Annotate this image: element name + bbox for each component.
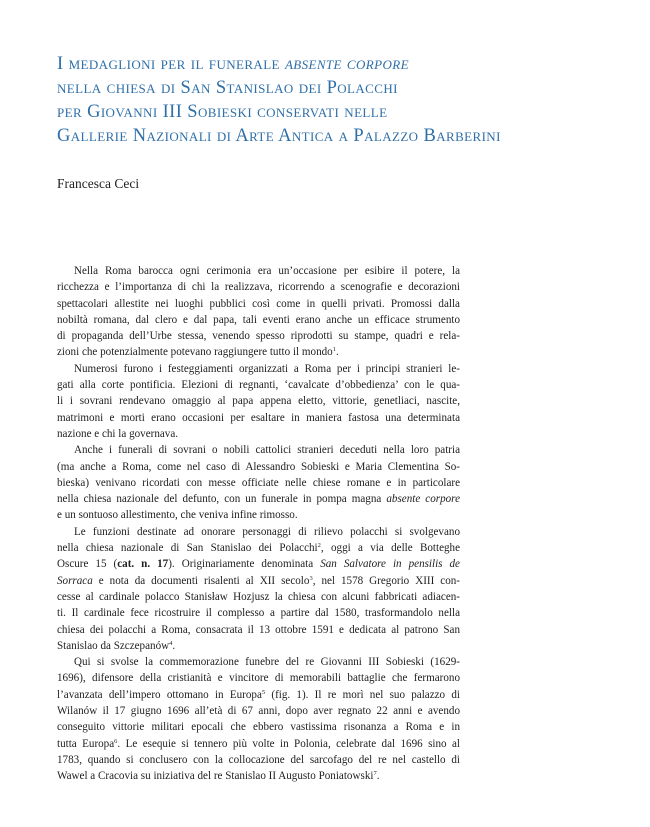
- text-line: [57, 736, 460, 752]
- text-line: [57, 687, 460, 703]
- text-span: (fig. 1). Il re morì nel suo palazzo di: [265, 688, 460, 701]
- catalog-ref: cat. n. 17: [117, 558, 169, 571]
- text-line: conseguito vittorie militari epocali che ebbero vastissima risonanza a Roma e in: [57, 721, 460, 734]
- text-line: [57, 556, 460, 572]
- paragraph-4: [57, 524, 460, 654]
- text-line: Wawel a Cracovia su iniziativa del re Stanislao II Augusto Poniatowski$^7$.: [57, 770, 380, 783]
- text-line: Qui si svolse la commemorazione funebre del re Giovanni III Sobieski (1629-: [74, 656, 460, 669]
- text-line: Le funzioni destinate ad onorare personaggi di rilievo polacchi si svolgevano: [74, 525, 460, 538]
- text-span: tutta Europa: [57, 737, 115, 750]
- text-span: nella chiesa nazionale del defunto, con un funerale in pompa magna: [57, 493, 387, 506]
- paragraph-2: [57, 361, 460, 442]
- author-name: Francesca Ceci: [57, 176, 140, 191]
- title-line-3: per Giovanni III Sobieski conservati nelle: [57, 102, 388, 122]
- text-line: Numerosi furono i festeggiamenti organizzati a Roma per i principi stranieri le-: [74, 362, 460, 375]
- text-line: li i sovrani rendevano omaggio al papa appena eletto, vittorie, genetliaci, nascite,: [57, 395, 460, 408]
- text-line: Wilanów il 17 giugno 1696 all’età di 67 anni, dopo aver regnato 22 anni e avendo: [57, 705, 460, 718]
- footnote-ref: 4: [169, 639, 173, 647]
- footnote-ref: 1: [332, 346, 336, 354]
- paragraph-5: [57, 654, 460, 784]
- text-line: ricchezza e l’importanza di chi la realizzava, ricorrendo a scenografie e decorazioni: [57, 281, 460, 294]
- text-span: Stanislao da Szczepanów: [57, 639, 170, 652]
- text-line: Stanislao da Szczepanów$^4$.: [57, 639, 176, 652]
- text-line: [57, 540, 460, 556]
- text-span: l’avanzata dell’impero ottomano in Europa: [57, 688, 262, 701]
- article-title: [57, 52, 617, 148]
- text-line: zioni che potenzialmente potevano raggiungere tutto il mondo$^1$.: [57, 346, 339, 359]
- text-line: Anche i funerali di sovrani o nobili cattolici stranieri deceduti nella loro patria: [74, 444, 460, 457]
- text-line: matrimoni e morti erano occasioni per esaltare in maniera fastosa una determinata: [57, 411, 460, 424]
- text-line: spettacolari allestite nei luoghi pubblici così come in quelli privati. Promossi dalla: [57, 297, 460, 310]
- article-body: [57, 263, 460, 785]
- text-line: [57, 491, 460, 507]
- text-line: e un sontuoso allestimento, che veniva infine rimosso.: [57, 509, 298, 522]
- text-line: di propaganda dell’Urbe stessa, venendo spesso riprodotti su stampe, quadri e rela-: [57, 330, 460, 343]
- text-span: nella chiesa nazionale di San Stanislao dei Polacchi: [57, 542, 318, 555]
- text-line: 1696), difensore della cristianità e vincitore di memorabili battaglie che fermarono: [57, 672, 460, 685]
- text-line: bieska) venivano ricordati con messe officiate nelle chiese romane e in particolare: [57, 476, 460, 489]
- title-line-4: Gallerie Nazionali di Arte Antica a Palazzo Barberini: [57, 126, 501, 146]
- italic-term: absente corpore: [386, 493, 461, 506]
- text-line: (ma anche a Roma, come nel caso di Alessandro Sobieski e Maria Clementina So-: [57, 460, 460, 473]
- footnote-ref: 6: [114, 737, 118, 745]
- text-line: Nella Roma barocca ogni cerimonia era un’occasione per esibire il potere, la: [74, 265, 460, 277]
- text-span: ). Originariamente denominata: [168, 558, 321, 571]
- footnote-ref: 7: [373, 770, 377, 778]
- text-line: 1783, quando si conclusero con la collocazione del sarcofago del re nel castello di: [57, 753, 460, 766]
- paragraph-1: [57, 263, 460, 361]
- text-line: [57, 573, 460, 589]
- text-span: , oggi a via delle Botteghe: [320, 542, 461, 555]
- text-line: cesse al cardinale polacco Stanisław Hozjusz la chiesa con alcuni fabbricati adiacen-: [57, 590, 460, 603]
- title-line-2: nella chiesa di San Stanislao dei Polacchi: [57, 78, 398, 98]
- text-line: nobiltà romana, dal clero e dal papa, tali eventi erano anche un efficace strumento: [57, 313, 460, 326]
- italic-term: San Salvatore in pensilis de: [320, 558, 460, 571]
- footnote-ref: 3: [309, 574, 313, 582]
- text-span: . Le esequie si tennero più volte in Polonia, celebrate dal 1696 sino al: [117, 737, 461, 750]
- text-span: , nel 1578 Gregorio XIII con-: [312, 574, 460, 587]
- italic-term: Sorraca: [57, 574, 93, 587]
- title-line-1: [57, 52, 617, 76]
- text-span: zioni che potenzialmente potevano raggiungere tutto il mondo: [57, 346, 333, 359]
- text-span: Oscure 15 (: [57, 558, 118, 571]
- text-line: gati alla corte pontificia. Elezioni di regnanti, ‘cavalcate d’obbedienza’ con le qua-: [57, 379, 460, 392]
- text-span: e nota da documenti risalenti al XII secolo: [92, 574, 310, 587]
- text-line: ti. Il cardinale fece ricostruire il complesso a partire dal 1580, trasformandolo nella: [57, 607, 460, 620]
- footnote-ref: 2: [317, 542, 321, 550]
- footnote-ref: 5: [261, 688, 266, 696]
- text-span: Wawel a Cracovia su iniziativa del re Stanislao II Augusto Poniatowski: [57, 770, 374, 783]
- text-line: chiesa dei polacchi a Roma, consacrata il 13 ottobre 1591 e dedicata al patrono San: [57, 623, 460, 636]
- text-line: nazione e chi la governava.: [57, 427, 179, 440]
- title-italic-text: absente corpore: [284, 54, 409, 74]
- title-text: I medaglioni per il funerale: [57, 54, 285, 74]
- paragraph-3: [57, 442, 460, 523]
